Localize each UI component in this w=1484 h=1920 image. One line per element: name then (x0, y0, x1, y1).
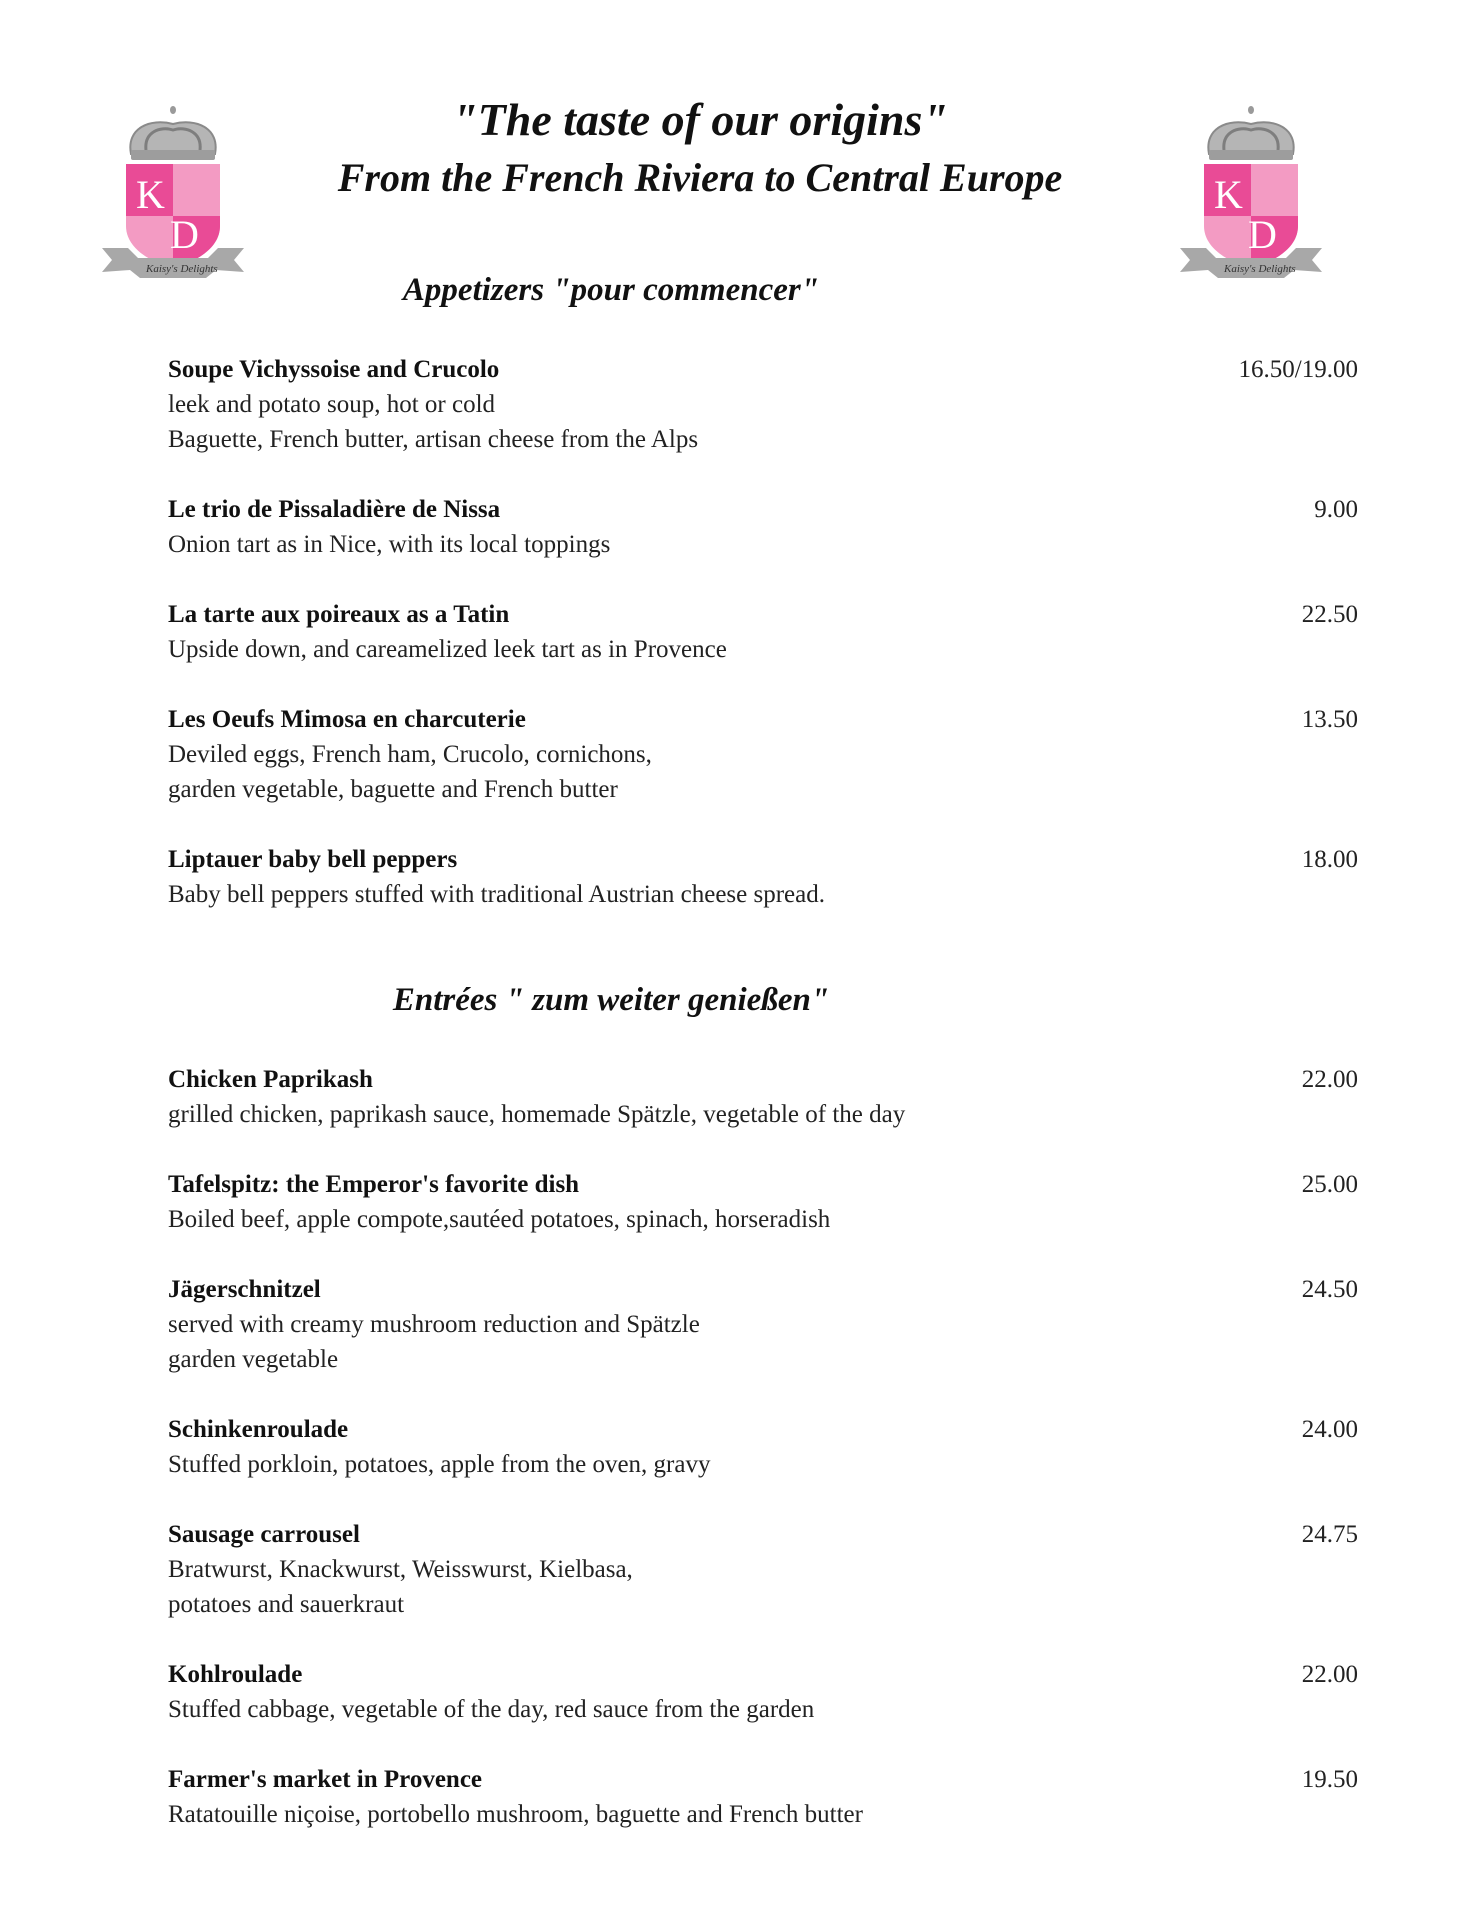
menu-item-description: Stuffed porkloin, potatoes, apple from the oven, gravy (168, 1451, 711, 1478)
menu-title: "The taste of our origins" (452, 94, 948, 145)
menu-item (168, 1062, 1358, 1132)
menu-header (240, 90, 1160, 206)
menu-item-price: 16.50/19.00 (1238, 356, 1358, 383)
menu-item-description: garden vegetable, baguette and French butter (168, 776, 618, 803)
menu-item-name: Liptauer baby bell peppers (168, 846, 458, 873)
menu-item-price: 24.00 (1301, 1416, 1358, 1443)
menu-item-name: Les Oeufs Mimosa en charcuterie (168, 706, 526, 733)
menu-item-name: La tarte aux poireaux as a Tatin (168, 601, 510, 628)
menu-item-price: 22.00 (1301, 1661, 1358, 1688)
menu-item (168, 597, 1358, 667)
menu-item-price: 22.00 (1301, 1066, 1358, 1093)
logo-left (98, 98, 248, 278)
menu-item-description: Boiled beef, apple compote,sautéed potatoes, spinach, horseradish (168, 1206, 831, 1233)
logo-banner-text: Kaisy's Delights (1224, 263, 1296, 275)
menu-item-name: Tafelspitz: the Emperor's favorite dish (168, 1171, 580, 1198)
menu-item-description: grilled chicken, paprikash sauce, homemade Spätzle, vegetable of the day (168, 1101, 906, 1128)
logo-initial-d: D (170, 212, 199, 257)
logo-banner-text: Kaisy's Delights (146, 263, 218, 275)
section-title-appetizers: Appetizers "pour commencer" (402, 272, 820, 308)
kaisys-delights-logo-icon (1176, 98, 1326, 278)
menu-item-name: Chicken Paprikash (168, 1066, 373, 1093)
menu-item-name: Jägerschnitzel (168, 1276, 321, 1303)
logo-initial-d: D (1248, 212, 1277, 257)
menu-item (168, 702, 1358, 807)
menu-item-name: Kohlroulade (168, 1661, 303, 1688)
menu-item-price: 24.50 (1301, 1276, 1358, 1303)
menu-item-name: Le trio de Pissaladière de Nissa (168, 496, 501, 523)
menu-item-description: Upside down, and careamelized leek tart as in Provence (168, 636, 727, 663)
menu-item (168, 1167, 1358, 1237)
menu-item-price: 24.75 (1301, 1521, 1358, 1548)
menu-item-description: Stuffed cabbage, vegetable of the day, red sauce from the garden (168, 1696, 815, 1723)
menu-item (168, 1517, 1358, 1622)
menu-item-description: potatoes and sauerkraut (168, 1591, 405, 1618)
menu-item-name: Soupe Vichyssoise and Crucolo (168, 356, 500, 383)
menu-item-price: 19.50 (1301, 1766, 1358, 1793)
menu-subtitle: From the French Riviera to Central Europe (337, 155, 1063, 200)
menu-item-description: Onion tart as in Nice, with its local toppings (168, 531, 611, 558)
menu-item-price: 18.00 (1301, 846, 1358, 873)
menu-item (168, 1272, 1358, 1377)
menu-item-price: 13.50 (1301, 706, 1358, 733)
menu-item (168, 842, 1358, 912)
menu-item (168, 1412, 1358, 1482)
menu-item-description: Bratwurst, Knackwurst, Weisswurst, Kielbasa, (168, 1556, 633, 1583)
menu-item (168, 1762, 1358, 1832)
menu-item-name: Farmer's market in Provence (168, 1766, 483, 1793)
menu-item-description: leek and potato soup, hot or cold (168, 391, 496, 418)
menu-item-description: Ratatouille niçoise, portobello mushroom, baguette and French butter (168, 1801, 863, 1828)
menu-item-price: 22.50 (1301, 601, 1358, 628)
menu-item-name: Schinkenroulade (168, 1416, 349, 1443)
menu-item-description: served with creamy mushroom reduction and Spätzle (168, 1311, 700, 1338)
menu-item-description: Baguette, French butter, artisan cheese from the Alps (168, 426, 699, 453)
section-title-entrees: Entrées " zum weiter genießen" (392, 982, 830, 1018)
logo-right (1176, 98, 1326, 278)
menu-item (168, 352, 1358, 457)
menu-item-description: Deviled eggs, French ham, Crucolo, cornichons, (168, 741, 652, 768)
menu-item (168, 492, 1358, 562)
kaisys-delights-logo-icon (98, 98, 248, 278)
logo-initial-k: K (1214, 172, 1243, 217)
menu-item-description: Baby bell peppers stuffed with traditional Austrian cheese spread. (168, 881, 825, 908)
logo-initial-k: K (136, 172, 165, 217)
menu-item-price: 9.00 (1314, 496, 1358, 523)
menu-item-description: garden vegetable (168, 1346, 339, 1373)
menu-item (168, 1657, 1358, 1727)
menu-item-name: Sausage carrousel (168, 1521, 360, 1548)
menu-item-price: 25.00 (1301, 1171, 1358, 1198)
